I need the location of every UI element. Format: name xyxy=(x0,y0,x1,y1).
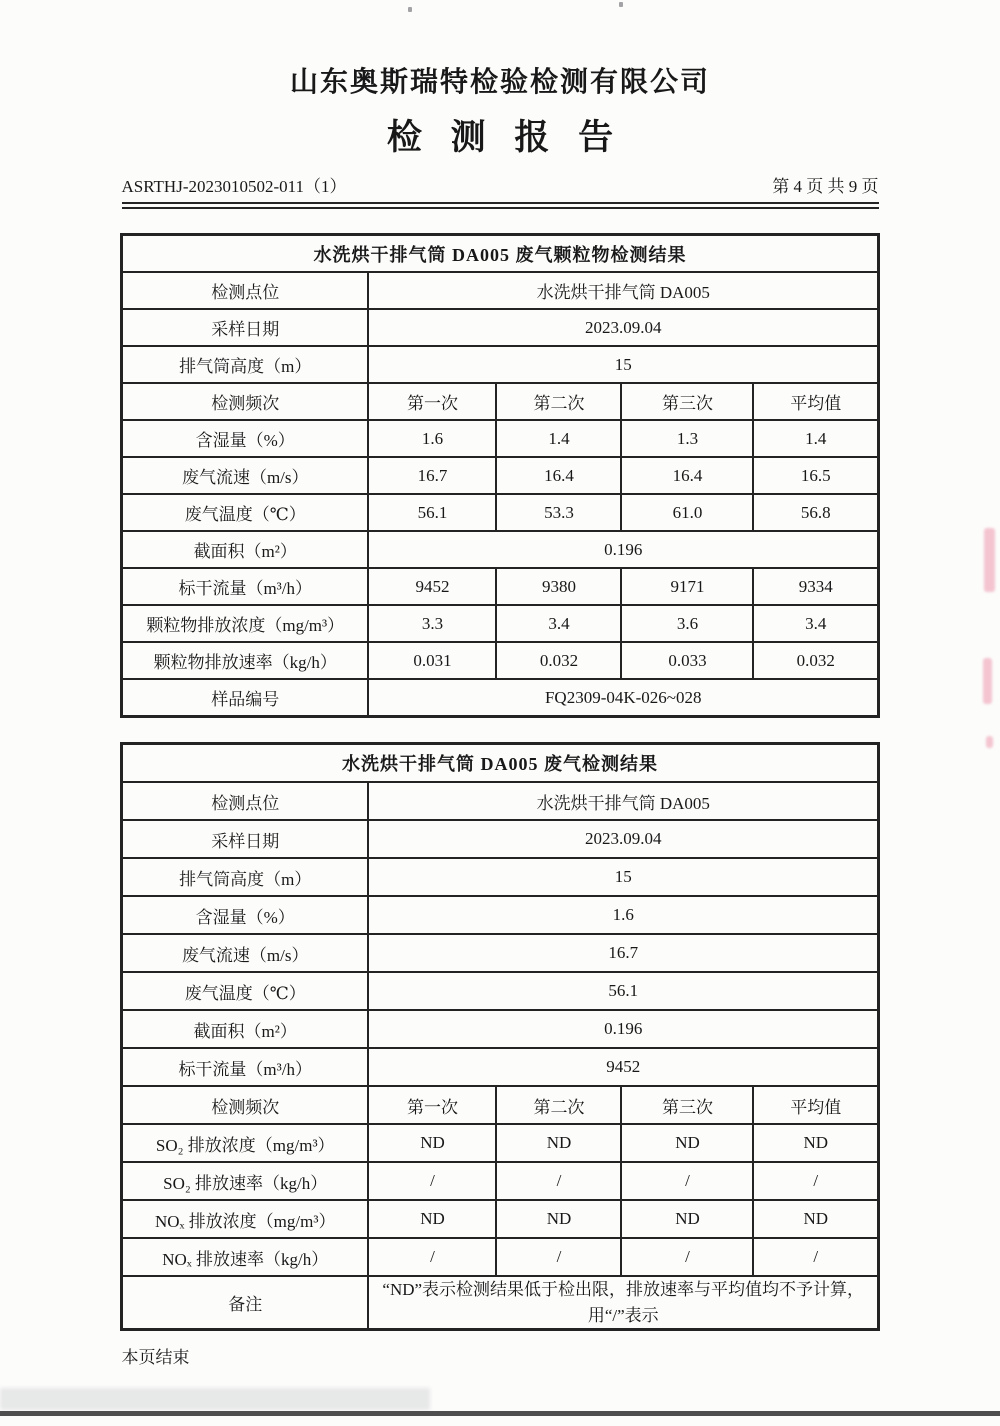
table-row xyxy=(121,1048,878,1086)
scan-speck xyxy=(408,7,412,12)
cell-value: 56.8 xyxy=(753,494,878,531)
row-label: 含湿量（%） xyxy=(121,420,368,457)
table-row xyxy=(121,494,878,531)
cell-value: ND xyxy=(496,1124,621,1162)
cell-value: 16.4 xyxy=(621,457,753,494)
row-value: 15 xyxy=(368,858,878,896)
row-value: 2023.09.04 xyxy=(368,820,878,858)
cell-value: 3.4 xyxy=(753,605,878,642)
remark-text: “ND”表示检测结果低于检出限，排放速率与平均值均不予计算，用“/”表示 xyxy=(368,1276,878,1330)
col-header: 第二次 xyxy=(496,383,621,420)
table-title: 水洗烘干排气筒 DA005 废气颗粒物检测结果 xyxy=(121,235,878,273)
cell-value: 53.3 xyxy=(496,494,621,531)
header-meta-row xyxy=(122,172,879,197)
cell-value: 0.031 xyxy=(368,642,496,679)
remark-row xyxy=(121,1276,878,1330)
cell-value: 9452 xyxy=(368,568,496,605)
row-label: 检测点位 xyxy=(121,782,368,820)
row-label: 排气筒高度（m） xyxy=(121,346,368,383)
row-value: 56.1 xyxy=(368,972,878,1010)
cell-value: 0.032 xyxy=(496,642,621,679)
cell-value: 1.4 xyxy=(753,420,878,457)
table-row xyxy=(121,531,878,568)
cell-value: ND xyxy=(368,1124,496,1162)
cell-value: ND xyxy=(621,1200,753,1238)
cell-value: / xyxy=(496,1162,621,1200)
table-row xyxy=(121,679,878,717)
row-label: 检测点位 xyxy=(121,272,368,309)
table-title-row xyxy=(121,744,878,783)
cell-value: / xyxy=(368,1162,496,1200)
col-header: 平均值 xyxy=(753,383,878,420)
cell-value: ND xyxy=(753,1124,878,1162)
table-row xyxy=(121,1238,878,1276)
cell-value: / xyxy=(496,1238,621,1276)
row-label: 标干流量（m³/h） xyxy=(121,568,368,605)
row-label: NOₓ 排放速率（kg/h） xyxy=(121,1238,368,1276)
row-value: 2023.09.04 xyxy=(368,309,878,346)
col-header: 第三次 xyxy=(621,1086,753,1124)
row-label: NOₓ 排放浓度（mg/m³） xyxy=(121,1200,368,1238)
cell-value: 0.033 xyxy=(621,642,753,679)
row-label: 废气流速（m/s） xyxy=(121,457,368,494)
cell-value: ND xyxy=(496,1200,621,1238)
table-row xyxy=(121,642,878,679)
table-row xyxy=(121,309,878,346)
row-label: 采样日期 xyxy=(121,309,368,346)
cell-value: 9334 xyxy=(753,568,878,605)
table-row xyxy=(121,420,878,457)
table-row xyxy=(121,568,878,605)
cell-value: 3.4 xyxy=(496,605,621,642)
cell-value: ND xyxy=(753,1200,878,1238)
cell-value: 56.1 xyxy=(368,494,496,531)
cell-value: 1.6 xyxy=(368,420,496,457)
row-label: 颗粒物排放浓度（mg/m³） xyxy=(121,605,368,642)
row-label: 废气流速（m/s） xyxy=(121,934,368,972)
row-label: 采样日期 xyxy=(121,820,368,858)
cell-value: 61.0 xyxy=(621,494,753,531)
row-value: 0.196 xyxy=(368,531,878,568)
row-label: 排气筒高度（m） xyxy=(121,858,368,896)
stamp-bleed-mark xyxy=(986,736,993,748)
col-header: 平均值 xyxy=(753,1086,878,1124)
table-row xyxy=(121,896,878,934)
col-header: 第一次 xyxy=(368,1086,496,1124)
row-label: SO₂ 排放浓度（mg/m³） xyxy=(121,1124,368,1162)
row-value: 水洗烘干排气筒 DA005 xyxy=(368,272,878,309)
row-label: 检测频次 xyxy=(121,383,368,420)
cell-value: 1.3 xyxy=(621,420,753,457)
row-value: 15 xyxy=(368,346,878,383)
table-header-row xyxy=(121,383,878,420)
row-label: 样品编号 xyxy=(121,679,368,717)
table-row xyxy=(121,1162,878,1200)
header-divider xyxy=(122,202,879,209)
table-row xyxy=(121,820,878,858)
scan-speck xyxy=(619,2,623,7)
table-row xyxy=(121,1124,878,1162)
cell-value: 3.3 xyxy=(368,605,496,642)
cell-value: 9380 xyxy=(496,568,621,605)
cell-value: 3.6 xyxy=(621,605,753,642)
cell-value: / xyxy=(368,1238,496,1276)
scan-smudge xyxy=(0,1388,430,1410)
row-label: 检测频次 xyxy=(121,1086,368,1124)
page-indicator: 第 4 页 共 9 页 xyxy=(772,177,879,196)
table-row xyxy=(121,1200,878,1238)
col-header: 第二次 xyxy=(496,1086,621,1124)
table-row xyxy=(121,272,878,309)
cell-value: / xyxy=(753,1238,878,1276)
document-title: 检 测 报 告 xyxy=(386,118,624,157)
row-label: 标干流量（m³/h） xyxy=(121,1048,368,1086)
cell-value: 9171 xyxy=(621,568,753,605)
row-value: 1.6 xyxy=(368,896,878,934)
table-title: 水洗烘干排气筒 DA005 废气检测结果 xyxy=(121,744,878,783)
cell-value: 16.4 xyxy=(496,457,621,494)
scan-page-edge xyxy=(0,1411,1000,1416)
row-value: 16.7 xyxy=(368,934,878,972)
cell-value: / xyxy=(621,1162,753,1200)
cell-value: 16.5 xyxy=(753,457,878,494)
row-label: 含湿量（%） xyxy=(121,896,368,934)
stamp-bleed-mark xyxy=(984,528,995,592)
table-row xyxy=(121,782,878,820)
cell-value: 16.7 xyxy=(368,457,496,494)
row-value: 水洗烘干排气筒 DA005 xyxy=(368,782,878,820)
table-row xyxy=(121,858,878,896)
table-row xyxy=(121,1010,878,1048)
table-row xyxy=(121,972,878,1010)
cell-value: ND xyxy=(368,1200,496,1238)
col-header: 第三次 xyxy=(621,383,753,420)
table-title-row xyxy=(121,235,878,273)
col-header: 第一次 xyxy=(368,383,496,420)
stamp-bleed-mark xyxy=(983,658,992,704)
cell-value: / xyxy=(753,1162,878,1200)
table-row xyxy=(121,346,878,383)
cell-value: ND xyxy=(621,1124,753,1162)
row-label: 废气温度（℃） xyxy=(121,972,368,1010)
end-of-page-note: 本页结束 xyxy=(121,1348,190,1367)
table-row xyxy=(121,457,878,494)
row-value: 9452 xyxy=(368,1048,878,1086)
row-label: 颗粒物排放速率（kg/h） xyxy=(121,642,368,679)
table-row xyxy=(121,934,878,972)
row-value: 0.196 xyxy=(368,1010,878,1048)
row-label: 废气温度（℃） xyxy=(121,494,368,531)
table-row xyxy=(121,605,878,642)
company-name: 山东奥斯瑞特检验检测有限公司 xyxy=(289,67,710,98)
report-header xyxy=(0,0,1000,209)
cell-value: 0.032 xyxy=(753,642,878,679)
row-label: 截面积（m²） xyxy=(121,531,368,568)
cell-value: 1.4 xyxy=(496,420,621,457)
report-number: ASRTHJ-2023010502-011（1） xyxy=(121,177,347,196)
table-header-row xyxy=(121,1086,878,1124)
gas-results-table xyxy=(120,742,880,1331)
row-value: FQ2309-04K-026~028 xyxy=(368,679,878,717)
row-label: SO₂ 排放速率（kg/h） xyxy=(121,1162,368,1200)
particulate-results-table xyxy=(120,233,880,718)
row-label: 截面积（m²） xyxy=(121,1010,368,1048)
cell-value: / xyxy=(621,1238,753,1276)
row-label: 备注 xyxy=(121,1276,368,1330)
